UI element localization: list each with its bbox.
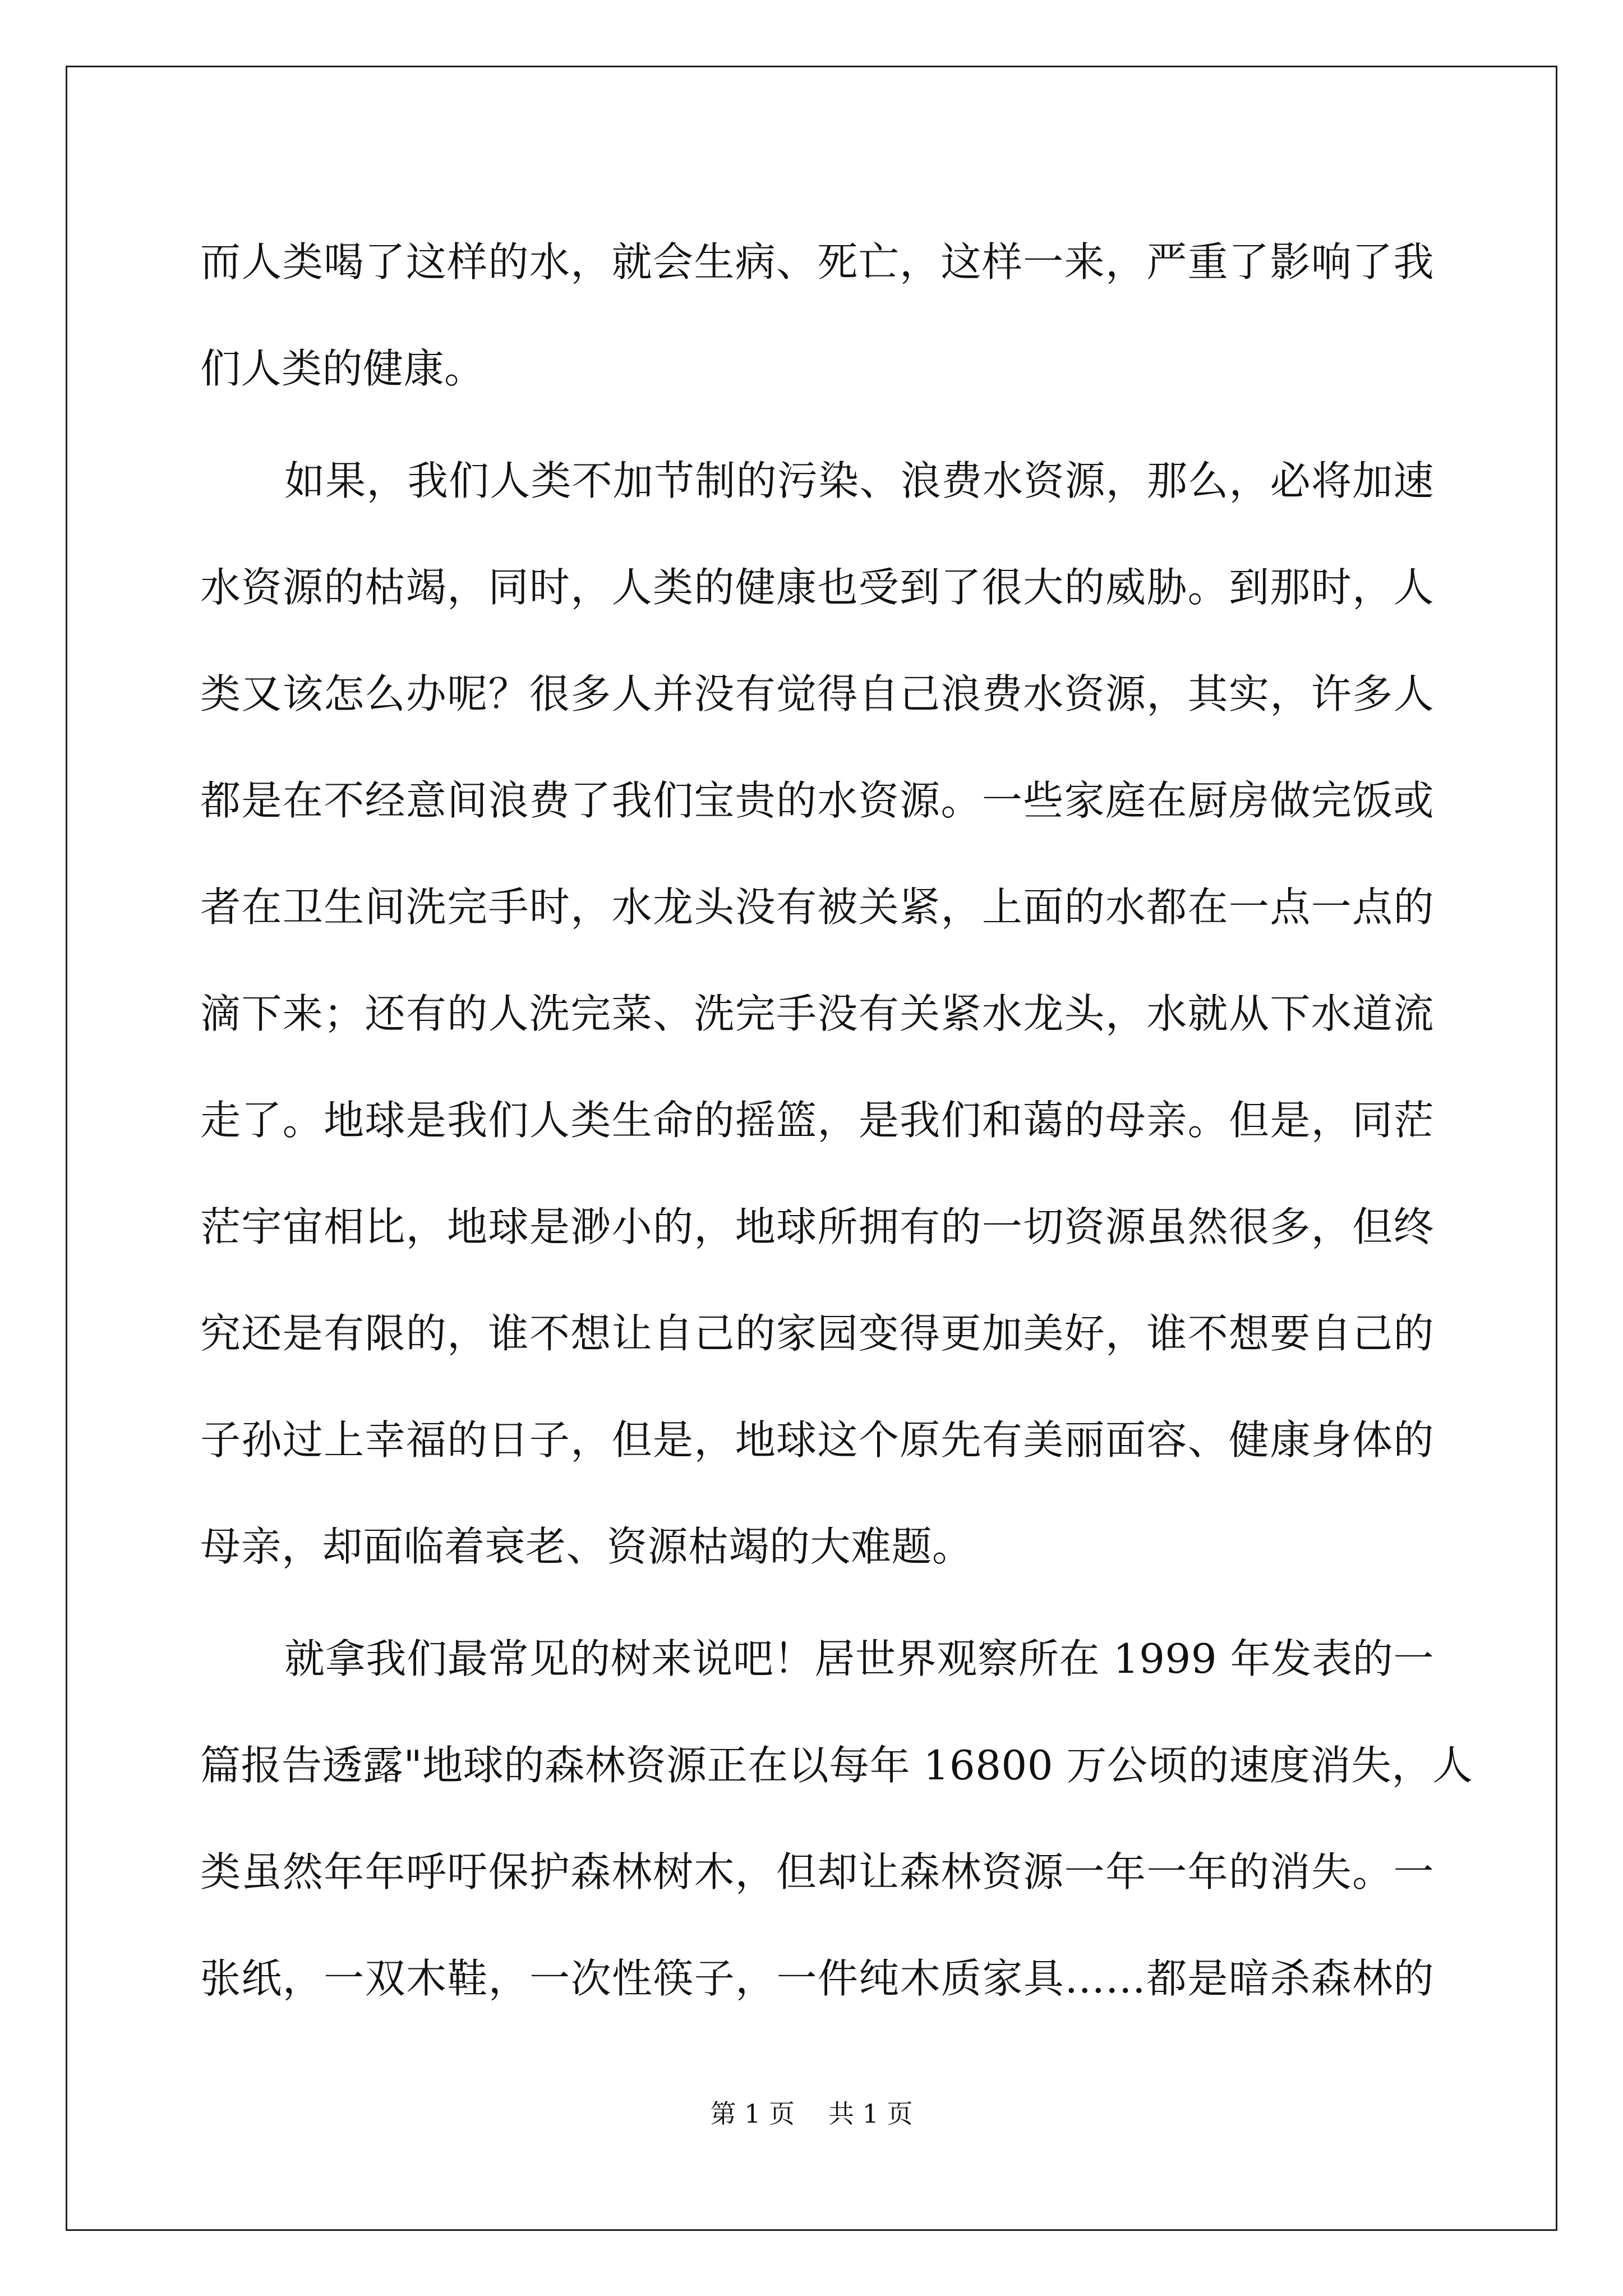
page-footer [0,2097,1623,2131]
text-line: 究还是有限的，谁不想让自己的家园变得更加美好，谁不想要自己的 [200,1310,1434,1357]
text-line: 子孙过上幸福的日子，但是，地球这个原先有美丽面容、健康身体的 [200,1416,1434,1464]
paragraph-start-line: 就拿我们最常见的树来说吧！居世界观察所在 1999 年发表的一 [284,1635,1434,1682]
document-body [200,209,1473,2032]
text-line: 篇报告透露"地球的森林资源正在以每年 16800 万公顷的速度消失，人 [200,1742,1473,1789]
text-line: 者在卫生间洗完手时，水龙头没有被关紧，上面的水都在一点一点的 [200,884,1434,931]
text-line: 水资源的枯竭，同时，人类的健康也受到了很大的威胁。到那时，人 [200,564,1434,611]
text-line: 们人类的健康。 [200,345,485,392]
paragraph-start-line: 如果，我们人类不加节制的污染、浪费水资源，那么，必将加速 [284,457,1434,504]
page-number-total: 共 1 页 [828,2099,913,2129]
text-line: 都是在不经意间浪费了我们宝贵的水资源。一些家庭在厨房做完饭或 [200,777,1434,824]
text-line: 而人类喝了这样的水，就会生病、死亡，这样一来，严重了影响了我 [200,238,1434,286]
page-number-current: 第 1 页 [710,2099,795,2129]
text-line: 类又该怎么办呢？很多人并没有觉得自己浪费水资源，其实，许多人 [200,670,1434,717]
text-line: 茫宇宙相比，地球是渺小的，地球所拥有的一切资源虽然很多，但终 [200,1203,1434,1250]
text-line: 母亲，却面临着衰老、资源枯竭的大难题。 [200,1523,973,1570]
text-line: 类虽然年年呼吁保护森林树木，但却让森林资源一年一年的消失。一 [200,1848,1434,1895]
text-line: 张纸，一双木鞋，一次性筷子，一件纯木质家具……都是暗杀森林的 [200,1955,1434,2002]
text-line: 走了。地球是我们人类生命的摇篮，是我们和蔼的母亲。但是，同茫 [200,1097,1434,1144]
text-line: 滴下来；还有的人洗完菜、洗完手没有关紧水龙头，水就从下水道流 [200,990,1434,1037]
